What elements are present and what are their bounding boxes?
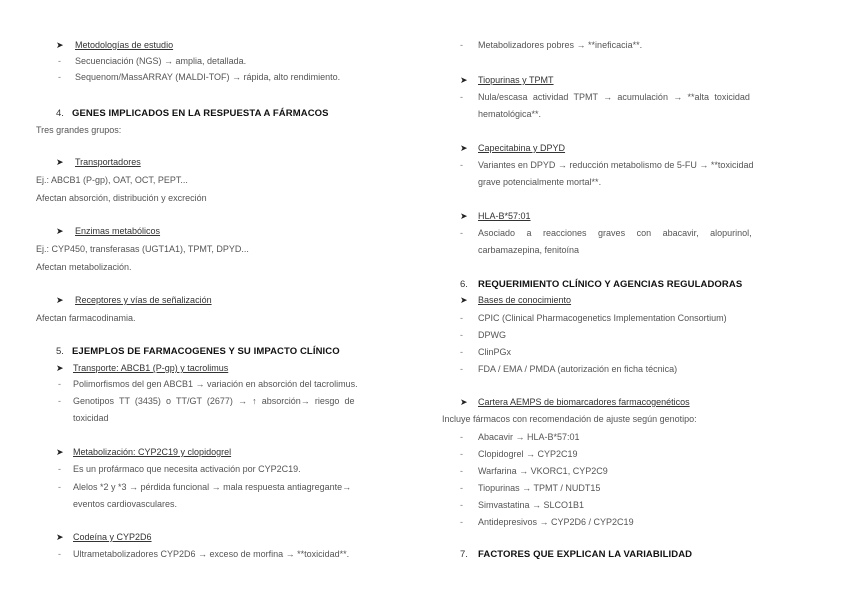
transporte-subheading: Transporte: ABCB1 (P-gp) y tacrolimus: [73, 363, 229, 373]
dash-icon: -: [460, 313, 463, 323]
section4-heading: GENES IMPLICADOS EN LA RESPUESTA A FÁRMACOS: [72, 108, 329, 119]
section4-number: 4.: [56, 108, 64, 119]
dash-icon: -: [58, 72, 61, 82]
arrow-bullet-icon: ➤: [56, 40, 64, 50]
cartera-item: Simvastatina → SLCO1B1: [478, 500, 585, 510]
capecitabina-line: Variantes en DPYD → reducción metabolismo de 5-FU → **toxicidad: [478, 160, 754, 170]
transportadores-line: Afectan absorción, distribución y excreción: [36, 193, 207, 203]
dash-icon: -: [58, 396, 61, 406]
dash-icon: -: [460, 160, 463, 170]
cartera-item: Clopidogrel → CYP2C19: [478, 449, 578, 459]
arrow-bullet-icon: ➤: [56, 226, 64, 236]
cartera-intro: Incluye fármacos con recomendación de ajuste según genotipo:: [442, 414, 697, 424]
codeina-item: Ultrametabolizadores CYP2D6 → exceso de morfina → **toxicidad**.: [73, 549, 350, 559]
arrow-bullet-icon: ➤: [56, 295, 64, 305]
metabolizacion-item: Alelos *2 y *3 → pérdida funcional → mala respuesta antiagregante→: [73, 482, 352, 492]
arrow-bullet-icon: ➤: [460, 211, 468, 221]
codeina-subheading: Codeína y CYP2D6: [73, 532, 152, 542]
bases-item: CPIC (Clinical Pharmacogenetics Implementation Consortium): [478, 313, 727, 323]
dash-icon: -: [58, 549, 61, 559]
dash-icon: -: [460, 466, 463, 476]
dash-icon: -: [460, 449, 463, 459]
arrow-bullet-icon: ➤: [460, 295, 468, 305]
dash-icon: -: [58, 464, 61, 474]
dash-icon: -: [58, 482, 61, 492]
receptores-line: Afectan farmacodinamia.: [36, 313, 136, 323]
section5-number: 5.: [56, 346, 64, 357]
transportadores-subheading: Transportadores: [75, 157, 141, 167]
dash-icon: -: [460, 330, 463, 340]
methods-item: Sequenom/MassARRAY (MALDI-TOF) → rápida, alto rendimiento.: [75, 72, 341, 82]
section6-heading: REQUERIMIENTO CLÍNICO Y AGENCIAS REGULADORAS: [478, 279, 743, 290]
enzimas-line: Afectan metabolización.: [36, 262, 132, 272]
dash-icon: -: [460, 92, 463, 102]
dash-icon: -: [460, 483, 463, 493]
section5-heading: EJEMPLOS DE FARMACOGENES Y SU IMPACTO CLÍNICO: [72, 346, 340, 357]
section7-heading: FACTORES QUE EXPLICAN LA VARIABILIDAD: [478, 549, 693, 560]
arrow-bullet-icon: ➤: [56, 532, 64, 542]
transportadores-line: Ej.: ABCB1 (P-gp), OAT, OCT, PEPT...: [36, 175, 188, 185]
bases-item: DPWG: [478, 330, 506, 340]
dash-icon: -: [460, 432, 463, 442]
hla-subheading: HLA-B*57:01: [478, 211, 531, 221]
tiopurinas-subheading: Tiopurinas y TPMT: [478, 75, 554, 85]
arrow-bullet-icon: ➤: [460, 397, 468, 407]
arrow-bullet-icon: ➤: [56, 157, 64, 167]
arrow-bullet-icon: ➤: [460, 143, 468, 153]
dash-icon: -: [460, 517, 463, 527]
section6-number: 6.: [460, 279, 468, 290]
arrow-bullet-icon: ➤: [56, 363, 64, 373]
hla-line: Asociado a reacciones graves con abacavir, alopurinol,: [478, 228, 752, 238]
receptores-subheading: Receptores y vías de señalización: [75, 295, 212, 305]
dash-icon: -: [460, 347, 463, 357]
dash-icon: -: [460, 364, 463, 374]
arrow-bullet-icon: ➤: [56, 447, 64, 457]
cartera-item: Tiopurinas → TPMT / NUDT15: [478, 483, 601, 493]
capecitabina-subheading: Capecitabina y DPYD: [478, 143, 566, 153]
section7-number: 7.: [460, 549, 468, 560]
methods-subheading: Metodologías de estudio: [75, 40, 174, 50]
tiopurinas-line-cont: hematológica**.: [478, 109, 542, 119]
enzimas-subheading: Enzimas metabólicos: [75, 226, 161, 236]
metabolizacion-item: Es un profármaco que necesita activación por CYP2C19.: [73, 464, 301, 474]
cartera-item: Warfarina → VKORC1, CYP2C9: [478, 466, 608, 476]
transporte-item-cont: toxicidad: [73, 413, 109, 423]
cartera-item: Abacavir → HLA-B*57:01: [478, 432, 580, 442]
transporte-item: Genotipos TT (3435) o TT/GT (2677) → ↑ absorción→ riesgo de: [73, 396, 355, 406]
capecitabina-line-cont: grave potencialmente mortal**.: [478, 177, 602, 187]
transporte-item: Polimorfismos del gen ABCB1 → variación en absorción del tacrolimus.: [73, 379, 358, 389]
arrow-bullet-icon: ➤: [460, 75, 468, 85]
dash-icon: -: [58, 379, 61, 389]
dash-icon: -: [58, 56, 61, 66]
dash-icon: -: [460, 228, 463, 238]
enzimas-line: Ej.: CYP450, transferasas (UGT1A1), TPMT, DPYD...: [36, 244, 249, 254]
dash-icon: -: [460, 40, 463, 50]
methods-item: Secuenciación (NGS) → amplia, detallada.: [75, 56, 247, 66]
hla-line-cont: carbamazepina, fenitoína: [478, 245, 580, 255]
bases-item: FDA / EMA / PMDA (autorización en ficha técnica): [478, 364, 678, 374]
cartera-item: Antidepresivos → CYP2D6 / CYP2C19: [478, 517, 634, 527]
metabolizacion-item-cont: eventos cardiovasculares.: [73, 499, 178, 509]
cartera-subheading: Cartera AEMPS de biomarcadores farmacogenéticos: [478, 397, 690, 407]
bases-subheading: Bases de conocimiento: [478, 295, 572, 305]
metabolizacion-subheading: Metabolización: CYP2C19 y clopidogrel: [73, 447, 232, 457]
tiopurinas-line: Nula/escasa actividad TPMT → acumulación → **alta toxicidad: [478, 92, 750, 102]
bases-item: ClinPGx: [478, 347, 512, 357]
pobres-item: Metabolizadores pobres → **ineficacia**.: [478, 40, 643, 50]
dash-icon: -: [460, 500, 463, 510]
section4-intro: Tres grandes grupos:: [36, 125, 122, 135]
